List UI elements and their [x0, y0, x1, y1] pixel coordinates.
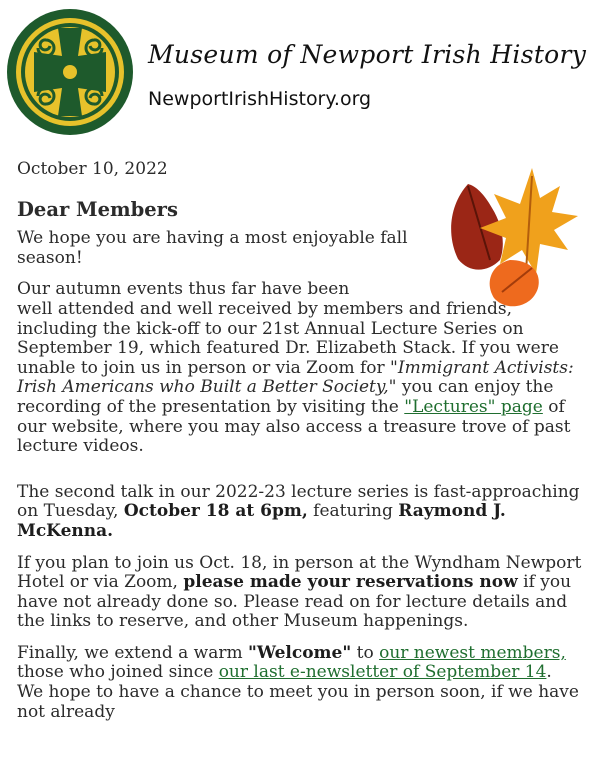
newest-members-link[interactable]: our newest members,	[379, 642, 566, 663]
speaker-name: Raymond J. McKenna.	[17, 501, 506, 541]
welcome-word: "Welcome"	[248, 642, 352, 663]
events-text-d: of our website, where you may also access a treasure trove of past lecture videos.	[17, 396, 571, 457]
museum-title: Museum of Newport Irish History	[148, 40, 587, 69]
last-newsletter-link[interactable]: our last e-newsletter of September 14	[218, 662, 547, 683]
lecture-title: "Immigrant Activists: Irish Americans who Built a Better Society,	[17, 357, 574, 398]
paragraph-events	[17, 280, 583, 456]
letter-body	[17, 160, 583, 734]
reservations-text-b: if you have not already done so. Please read on for lecture details and the links to reserve, and other Museum happenings.	[17, 572, 572, 632]
talk-date: October 18 at 6pm,	[123, 501, 308, 522]
welcome-text-c: those who joined since	[17, 662, 219, 683]
paragraph-intro: We hope you are having a most enjoyable fall season!	[17, 228, 408, 268]
paragraph-next-talk	[17, 483, 583, 542]
next-talk-text-a: The second talk in our 2022-23 lecture series is fast-approaching on Tuesday,	[17, 481, 580, 522]
header	[0, 0, 600, 150]
events-text-c: " you can enjoy the recording of the presentation by visiting the	[17, 377, 554, 417]
reservations-callout: please made your reservations now	[183, 572, 518, 593]
website-link[interactable]: NewportIrishHistory.org	[148, 88, 372, 110]
welcome-text-b: to	[351, 642, 380, 663]
welcome-text-a: Finally, we extend a warm	[17, 642, 249, 663]
paragraph-reservations	[17, 554, 583, 632]
next-talk-text-b: featuring	[307, 501, 399, 522]
lectures-page-link[interactable]: "Lectures" page	[404, 396, 543, 417]
events-text-a: Our autumn events thus far have been	[17, 279, 350, 300]
spacer	[17, 469, 583, 483]
paragraph-welcome	[17, 644, 583, 722]
letter-date: October 10, 2022	[17, 159, 168, 179]
reservations-text-a: If you plan to join us Oct. 18, in person at the Wyndham Newport Hotel or via Zoom,	[17, 552, 582, 593]
events-text-b: well attended and well received by members and friends, including the kick-off to our 21st Annual Lecture Series on September 19, which featured Dr. Elizabeth Stack. If you were unable to join us in person or via Zoom for	[17, 298, 559, 378]
celtic-cross-logo-icon	[6, 8, 134, 136]
welcome-text-d: . We hope to have a chance to meet you in person soon, if we have not already	[17, 662, 579, 722]
greeting-heading: Dear Members	[17, 197, 178, 221]
